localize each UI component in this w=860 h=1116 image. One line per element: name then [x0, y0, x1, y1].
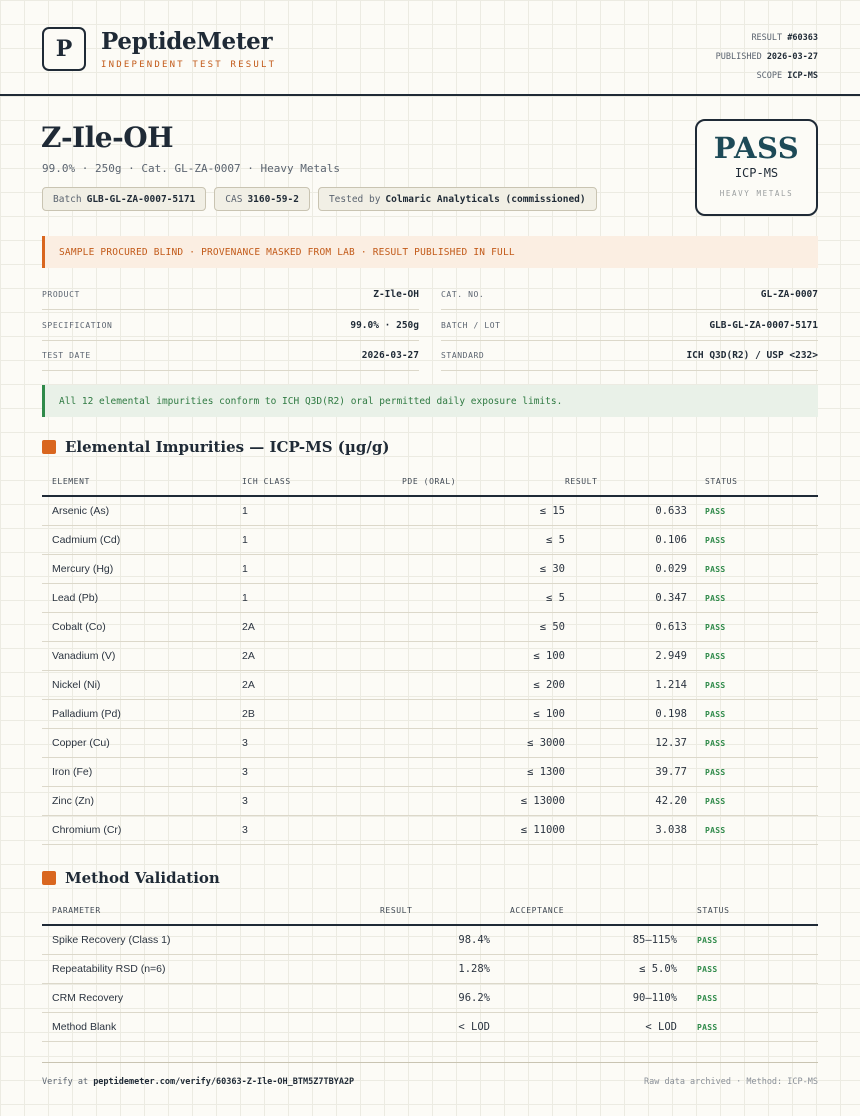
table-row [42, 816, 818, 845]
result-id-line: RESULT #60363 [751, 33, 818, 43]
result-value: 0.198 [565, 700, 687, 729]
result-value: 0.106 [565, 526, 687, 555]
ich-class: 1 [242, 526, 402, 555]
ich-class: 3 [242, 729, 402, 758]
archive-note: Raw data archived · Method: ICP-MS [644, 1077, 818, 1087]
ich-class: 3 [242, 816, 402, 845]
stamp-method: ICP-MS [734, 166, 779, 180]
table-row [42, 555, 818, 584]
stamp-category: HEAVY METALS [719, 189, 794, 198]
detail-batch-lot: BATCH / LOT GLB-GL-ZA-0007-5171 [441, 311, 818, 341]
pde-limit: ≤ 50 [402, 613, 565, 642]
result-value: 0.613 [565, 613, 687, 642]
pde-limit: ≤ 100 [402, 700, 565, 729]
table-row [42, 955, 818, 984]
pde-limit: ≤ 3000 [402, 729, 565, 758]
parameter-name: Spike Recovery (Class 1) [42, 925, 270, 955]
result-value: 39.77 [565, 758, 687, 787]
table-row [42, 700, 818, 729]
detail-specification: SPECIFICATION 99.0% · 250g [42, 311, 419, 341]
acceptance-range: 90–110% [490, 984, 677, 1013]
col-result: RESULT [565, 467, 687, 496]
stamp-verdict: PASS [713, 131, 800, 165]
ich-class: 2A [242, 671, 402, 700]
status-cell [677, 984, 818, 1013]
table-row [42, 787, 818, 816]
validation-table [42, 896, 818, 1042]
ich-class: 2A [242, 642, 402, 671]
ich-class: 3 [242, 787, 402, 816]
acceptance-range: ≤ 5.0% [490, 955, 677, 984]
pde-limit: ≤ 13000 [402, 787, 565, 816]
product-subtitle: 99.0% · 250g · Cat. GL-ZA-0007 · Heavy Metals [42, 162, 341, 175]
status-badge: PASS [705, 565, 726, 574]
pde-limit: ≤ 5 [402, 526, 565, 555]
pde-limit: ≤ 11000 [402, 816, 565, 845]
result-id: #60363 [787, 33, 818, 43]
brand-name: PeptideMeter [101, 28, 273, 55]
table-row [42, 496, 818, 526]
product-title: Z-Ile-OH [41, 121, 174, 154]
verify-line: Verify at peptidemeter.com/verify/60363-Z-Ile-OH_BTM5Z7TBYA2P [42, 1077, 355, 1087]
status-badge: PASS [705, 507, 726, 516]
status-cell [687, 526, 818, 555]
col-val-status: STATUS [677, 896, 818, 925]
published-date: 2026-03-27 [766, 52, 818, 62]
scope-value: ICP-MS [787, 71, 818, 81]
status-badge: PASS [697, 1023, 718, 1032]
status-cell [687, 700, 818, 729]
validation-header-row [42, 896, 818, 925]
element-name: Iron (Fe) [42, 758, 242, 787]
result-value: 12.37 [565, 729, 687, 758]
status-badge: PASS [705, 623, 726, 632]
tested-by-chip: Tested by Colmaric Analyticals (commissioned) [318, 187, 597, 211]
section-marker-icon [42, 440, 56, 454]
validation-body [42, 925, 818, 1042]
batch-chip: Batch GLB-GL-ZA-0007-5171 [42, 187, 206, 211]
status-cell [687, 496, 818, 526]
status-badge: PASS [705, 652, 726, 661]
detail-standard: STANDARD ICH Q3D(R2) / USP <232> [441, 341, 818, 371]
detail-product: PRODUCT Z-Ile-OH [42, 280, 419, 310]
status-cell [687, 816, 818, 845]
status-cell [677, 1013, 818, 1042]
detail-cat-no: CAT. NO. GL-ZA-0007 [441, 280, 818, 310]
element-name: Nickel (Ni) [42, 671, 242, 700]
logo-mark: P [42, 27, 86, 71]
validation-result: 98.4% [270, 925, 490, 955]
ich-class: 2A [242, 613, 402, 642]
pde-limit: ≤ 100 [402, 642, 565, 671]
status-badge: PASS [705, 826, 726, 835]
table-row [42, 584, 818, 613]
result-value: 0.633 [565, 496, 687, 526]
validation-result: 1.28% [270, 955, 490, 984]
status-badge: PASS [697, 965, 718, 974]
col-pde: PDE (ORAL) [402, 467, 565, 496]
status-cell [687, 555, 818, 584]
pde-limit: ≤ 1300 [402, 758, 565, 787]
ich-class: 1 [242, 584, 402, 613]
parameter-name: CRM Recovery [42, 984, 270, 1013]
result-value: 2.949 [565, 642, 687, 671]
parameter-name: Repeatability RSD (n=6) [42, 955, 270, 984]
impurities-body [42, 496, 818, 845]
element-name: Cadmium (Cd) [42, 526, 242, 555]
element-name: Zinc (Zn) [42, 787, 242, 816]
status-badge: PASS [697, 936, 718, 945]
result-value: 3.038 [565, 816, 687, 845]
table-row [42, 758, 818, 787]
pass-stamp [695, 119, 818, 216]
status-cell [687, 671, 818, 700]
status-cell [687, 613, 818, 642]
element-name: Lead (Pb) [42, 584, 242, 613]
acceptance-range: < LOD [490, 1013, 677, 1042]
detail-test-date: TEST DATE 2026-03-27 [42, 341, 419, 371]
element-name: Cobalt (Co) [42, 613, 242, 642]
table-row [42, 1013, 818, 1042]
validation-section-title: Method Validation [42, 869, 220, 887]
table-row [42, 613, 818, 642]
col-val-result: RESULT [270, 896, 490, 925]
report-footer [42, 1062, 818, 1087]
status-badge: PASS [705, 768, 726, 777]
product-chips [42, 187, 597, 211]
cas-chip: CAS 3160-59-2 [214, 187, 310, 211]
status-cell [677, 925, 818, 955]
col-ich-class: ICH CLASS [242, 467, 402, 496]
status-cell [687, 787, 818, 816]
col-element: ELEMENT [42, 467, 242, 496]
pde-limit: ≤ 200 [402, 671, 565, 700]
brand-tagline: INDEPENDENT TEST RESULT [101, 60, 277, 70]
status-badge: PASS [705, 739, 726, 748]
result-value: 0.347 [565, 584, 687, 613]
pde-limit: ≤ 30 [402, 555, 565, 584]
status-badge: PASS [705, 681, 726, 690]
impurities-table [42, 467, 818, 845]
status-cell [687, 758, 818, 787]
status-cell [677, 955, 818, 984]
col-parameter: PARAMETER [42, 896, 270, 925]
ich-class: 1 [242, 496, 402, 526]
result-value: 42.20 [565, 787, 687, 816]
report-header [0, 0, 860, 96]
element-name: Copper (Cu) [42, 729, 242, 758]
status-cell [687, 642, 818, 671]
element-name: Mercury (Hg) [42, 555, 242, 584]
element-name: Palladium (Pd) [42, 700, 242, 729]
status-badge: PASS [705, 594, 726, 603]
table-row [42, 984, 818, 1013]
section-marker-icon [42, 871, 56, 885]
pde-limit: ≤ 15 [402, 496, 565, 526]
verify-link[interactable]: peptidemeter.com/verify/60363-Z-Ile-OH_BTM5Z7TBYA2P [93, 1077, 355, 1087]
blind-procurement-notice: SAMPLE PROCURED BLIND · PROVENANCE MASKED FROM LAB · RESULT PUBLISHED IN FULL [42, 236, 818, 268]
validation-result: 96.2% [270, 984, 490, 1013]
status-cell [687, 729, 818, 758]
acceptance-range: 85–115% [490, 925, 677, 955]
status-badge: PASS [705, 797, 726, 806]
scope-line: SCOPE ICP-MS [756, 71, 818, 81]
element-name: Chromium (Cr) [42, 816, 242, 845]
report-meta [716, 29, 818, 86]
table-row [42, 925, 818, 955]
ich-class: 3 [242, 758, 402, 787]
ich-class: 2B [242, 700, 402, 729]
status-badge: PASS [705, 536, 726, 545]
element-name: Arsenic (As) [42, 496, 242, 526]
impurities-header-row [42, 467, 818, 496]
status-badge: PASS [705, 710, 726, 719]
element-name: Vanadium (V) [42, 642, 242, 671]
status-badge: PASS [697, 994, 718, 1003]
result-value: 0.029 [565, 555, 687, 584]
table-row [42, 642, 818, 671]
col-status: STATUS [687, 467, 818, 496]
conformance-banner: All 12 elemental impurities conform to ICH Q3D(R2) oral permitted daily exposure limits. [42, 385, 818, 417]
table-row [42, 729, 818, 758]
status-cell [687, 584, 818, 613]
impurities-section-title: Elemental Impurities — ICP-MS (µg/g) [42, 438, 389, 456]
table-row [42, 526, 818, 555]
ich-class: 1 [242, 555, 402, 584]
published-line: PUBLISHED 2026-03-27 [715, 52, 818, 62]
col-acceptance: ACCEPTANCE [490, 896, 677, 925]
table-row [42, 671, 818, 700]
parameter-name: Method Blank [42, 1013, 270, 1042]
pde-limit: ≤ 5 [402, 584, 565, 613]
result-value: 1.214 [565, 671, 687, 700]
validation-result: < LOD [270, 1013, 490, 1042]
